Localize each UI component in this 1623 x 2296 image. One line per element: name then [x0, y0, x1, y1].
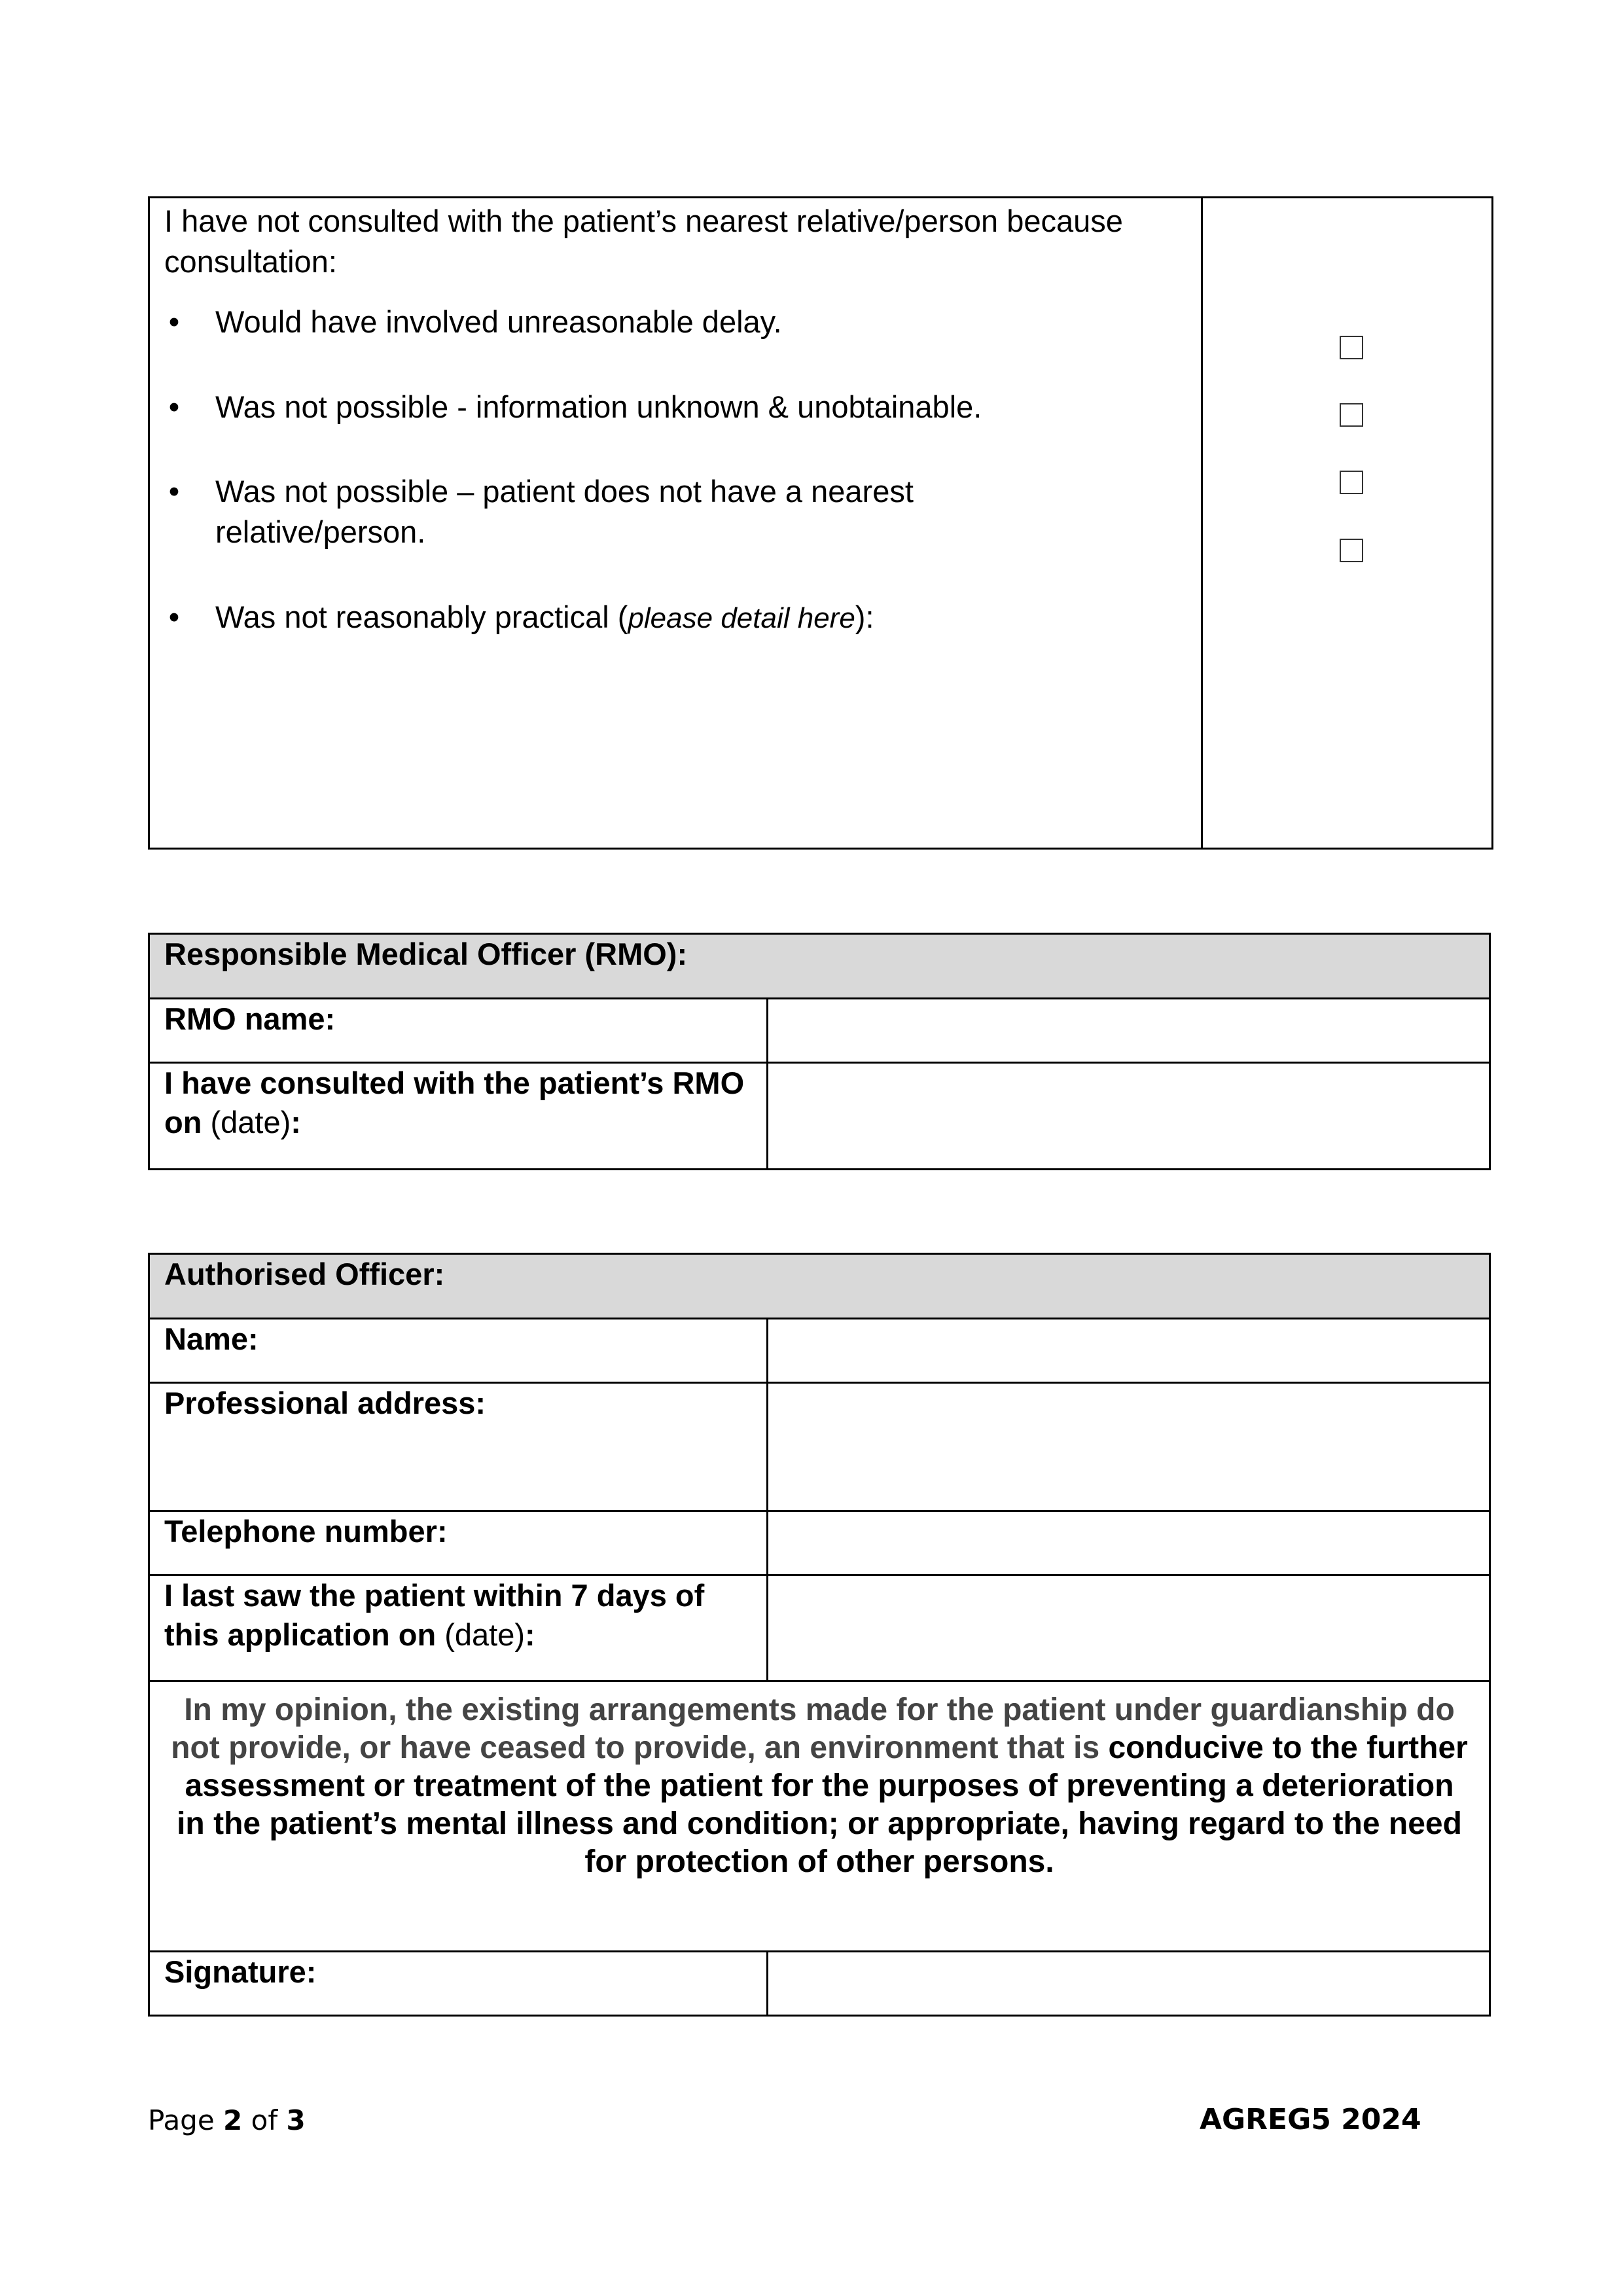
page-number — [148, 2104, 306, 2136]
option-label: Would have involved unreasonable delay. — [215, 304, 782, 339]
officer-phone-field[interactable] — [768, 1511, 1490, 1575]
officer-table — [148, 1253, 1491, 2017]
rmo-consulted-date-field[interactable] — [768, 1063, 1490, 1170]
officer-date-hint: (date) — [444, 1617, 526, 1652]
bullet-dot: • — [168, 304, 180, 339]
form-code: AGREG5 2024 — [1200, 2103, 1421, 2136]
column-divider — [1201, 198, 1203, 848]
rmo-colon: : — [291, 1105, 301, 1139]
rmo-name-label: RMO name: — [149, 999, 768, 1063]
opinion-statement — [149, 1681, 1490, 1952]
officer-last-saw-text: I last saw the patient within 7 days of this application on — [164, 1578, 705, 1652]
option-label: Was not possible – patient does not have a nearest relative/person. — [215, 474, 914, 549]
officer-last-saw-label — [149, 1575, 768, 1681]
officer-phone-label: Telephone number: — [149, 1511, 768, 1575]
officer-name-field[interactable] — [768, 1319, 1490, 1383]
opinion-text-part2: conducive to the further assessment or treatment of the patient for the purposes of preventing a deterioration in the patient’s mental illness and condition; or appropriate, having regard to the need for protection of other persons. — [177, 1731, 1468, 1879]
bullet-dot: • — [168, 600, 180, 634]
officer-colon: : — [525, 1617, 535, 1652]
option-label: Was not possible - information unknown & unobtainable. — [215, 389, 982, 424]
detail-hint: please detail here — [628, 602, 855, 634]
checkbox-not-practical[interactable] — [1340, 539, 1363, 562]
page-current: 2 — [223, 2104, 243, 2136]
page-word: Page — [148, 2104, 215, 2136]
opinion-text-part1: In my opinion, the existing arrangements made for the patient under guardianship do not provide, or have ceased to provide, an environment that is — [171, 1693, 1455, 1765]
page-total: 3 — [286, 2104, 306, 2136]
rmo-name-field[interactable] — [768, 999, 1490, 1063]
detail-close: ): — [855, 600, 874, 634]
checkbox-no-relative[interactable] — [1340, 471, 1363, 494]
rmo-heading: Responsible Medical Officer (RMO): — [149, 934, 1490, 999]
rmo-consulted-label — [149, 1063, 768, 1170]
of-word: of — [251, 2104, 278, 2136]
bullet-dot: • — [168, 389, 180, 424]
consultation-intro: I have not consulted with the patient’s nearest relative/person because consultation: — [164, 204, 1123, 279]
officer-heading: Authorised Officer: — [149, 1254, 1490, 1319]
checkbox-delay[interactable] — [1340, 336, 1363, 359]
officer-address-label: Professional address: — [149, 1383, 768, 1511]
signature-field[interactable] — [768, 1952, 1490, 2016]
signature-label: Signature: — [149, 1952, 768, 2016]
officer-address-field[interactable] — [768, 1383, 1490, 1511]
officer-last-saw-date-field[interactable] — [768, 1575, 1490, 1681]
option-label: Was not reasonably practical — [215, 600, 609, 634]
detail-open: ( — [609, 600, 628, 634]
rmo-date-hint: (date) — [210, 1105, 291, 1139]
bullet-dot: • — [168, 474, 180, 509]
rmo-table — [148, 933, 1491, 1170]
officer-name-label: Name: — [149, 1319, 768, 1383]
rmo-consulted-text: I have consulted with the patient’s RMO on — [164, 1066, 745, 1139]
consultation-section — [148, 196, 1493, 850]
option-label-group — [215, 597, 1184, 639]
checkbox-unknown[interactable] — [1340, 403, 1363, 427]
